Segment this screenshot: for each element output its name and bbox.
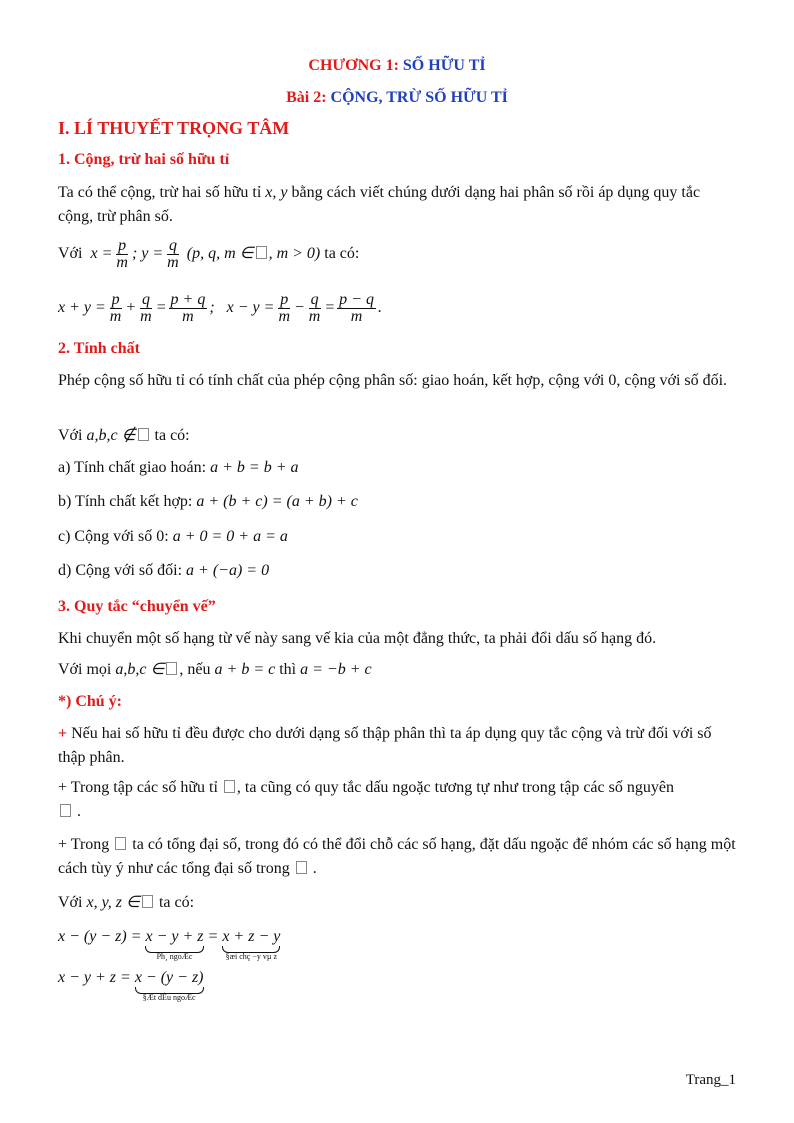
q-set-symbol: [256, 246, 267, 259]
q-set-symbol: [166, 662, 177, 675]
property-associative: b) Tính chất kết hợp: a + (b + c) = (a + b) + c: [58, 493, 358, 510]
example-intro: Với x, y, z ∈ ta có:: [58, 894, 195, 911]
add-sub-formula: x + y = $\frac{p}{m}$ + $\frac{q}{m}$ = $\frac{p + q}{m}$ ; x − y = $\frac{p}{m}$ − $\frac{q}{m}$ = $\frac{p - q}{m}$ .: [58, 291, 382, 325]
lesson-label: Bài 2:: [286, 89, 327, 106]
chapter-title: SỐ HỮU TỈ: [402, 57, 486, 74]
brace-group: x − (y − z) §Æt dÊu ngoÆc: [134, 969, 204, 1002]
q-set-symbol: [224, 780, 235, 793]
section-title: I. LÍ THUYẾT TRỌNG TÂM: [58, 118, 290, 138]
lesson-title: CỘNG, TRỪ SỐ HỮU TỈ: [330, 89, 508, 106]
z-set-symbol: [60, 804, 71, 817]
properties-intro: Với a,b,c ∉ ta có:: [58, 427, 190, 444]
subsection-2-paragraph: Phép cộng số hữu tỉ có tính chất của phép cộng phân số: giao hoán, kết hợp, cộng với 0, cộng với số đối.: [58, 372, 728, 389]
example-formula-1: x − (y − z) = x − y + z Ph¸ ngoÆc = x + z − y §æi chç −y vµ z: [58, 928, 281, 961]
property-opposite: d) Cộng với số đối: a + (−a) = 0: [58, 562, 270, 579]
note-title: *) Chú ý:: [58, 693, 123, 710]
subsection-1-title: 1. Cộng, trừ hai số hữu tỉ: [58, 151, 230, 168]
q-set-symbol: [142, 895, 153, 908]
subsection-3-title: 3. Quy tắc “chuyển vế”: [58, 598, 216, 615]
example-formula-2: x − y + z = x − (y − z) §Æt dÊu ngoÆc: [58, 969, 204, 1002]
property-commutative: a) Tính chất giao hoán: a + b = b + a: [58, 459, 299, 476]
z-set-symbol: [296, 861, 307, 874]
brace-swap: x + z − y §æi chç −y vµ z: [222, 928, 281, 961]
lesson-heading: [0, 89, 794, 107]
subsection-3-paragraph: Khi chuyển một số hạng từ vế này sang vế kia của một đẳng thức, ta phải đổi dấu số hạng đó.: [58, 630, 657, 647]
transfer-rule: Với mọi a,b,c ∈ , nếu a + b = c thì a = −b + c: [58, 661, 372, 678]
subsection-1-paragraph: Ta có thể cộng, trừ hai số hữu tỉ x, y bằng cách viết chúng dưới dạng hai phân số rồi áp dụng quy tắc cộng, trừ phân số.: [58, 184, 701, 225]
subsection-2-title: 2. Tính chất: [58, 340, 140, 357]
note-1: + Nếu hai số hữu tỉ đều được cho dưới dạng số thập phân thì ta áp dụng quy tắc cộng và trừ đối với số thập phân.: [58, 725, 712, 766]
chapter-label: CHƯƠNG 1:: [308, 57, 399, 74]
note-2: + Trong tập các số hữu tỉ , ta cũng có quy tắc dấu ngoặc tương tự như trong tập các số nguyên .: [58, 779, 674, 820]
chapter-heading: [0, 57, 794, 75]
page-number: Trang_1: [685, 1072, 736, 1088]
note-3: + Trong ta có tổng đại số, trong đó có thể đổi chỗ các số hạng, đặt dấu ngoặc để nhóm các số hạng một cách tùy ý như các tổng đại số trong .: [58, 836, 736, 877]
q-set-symbol: [115, 837, 126, 850]
q-set-symbol: [138, 428, 149, 441]
brace-expand: x − y + z Ph¸ ngoÆc: [145, 928, 204, 961]
definition-line: Với x = $\frac{p}{m}$ ; y = $\frac{q}{m}$ (p, q, m ∈ , m > 0) ta có:: [58, 237, 360, 271]
property-zero: c) Cộng với số 0: a + 0 = 0 + a = a: [58, 528, 288, 545]
